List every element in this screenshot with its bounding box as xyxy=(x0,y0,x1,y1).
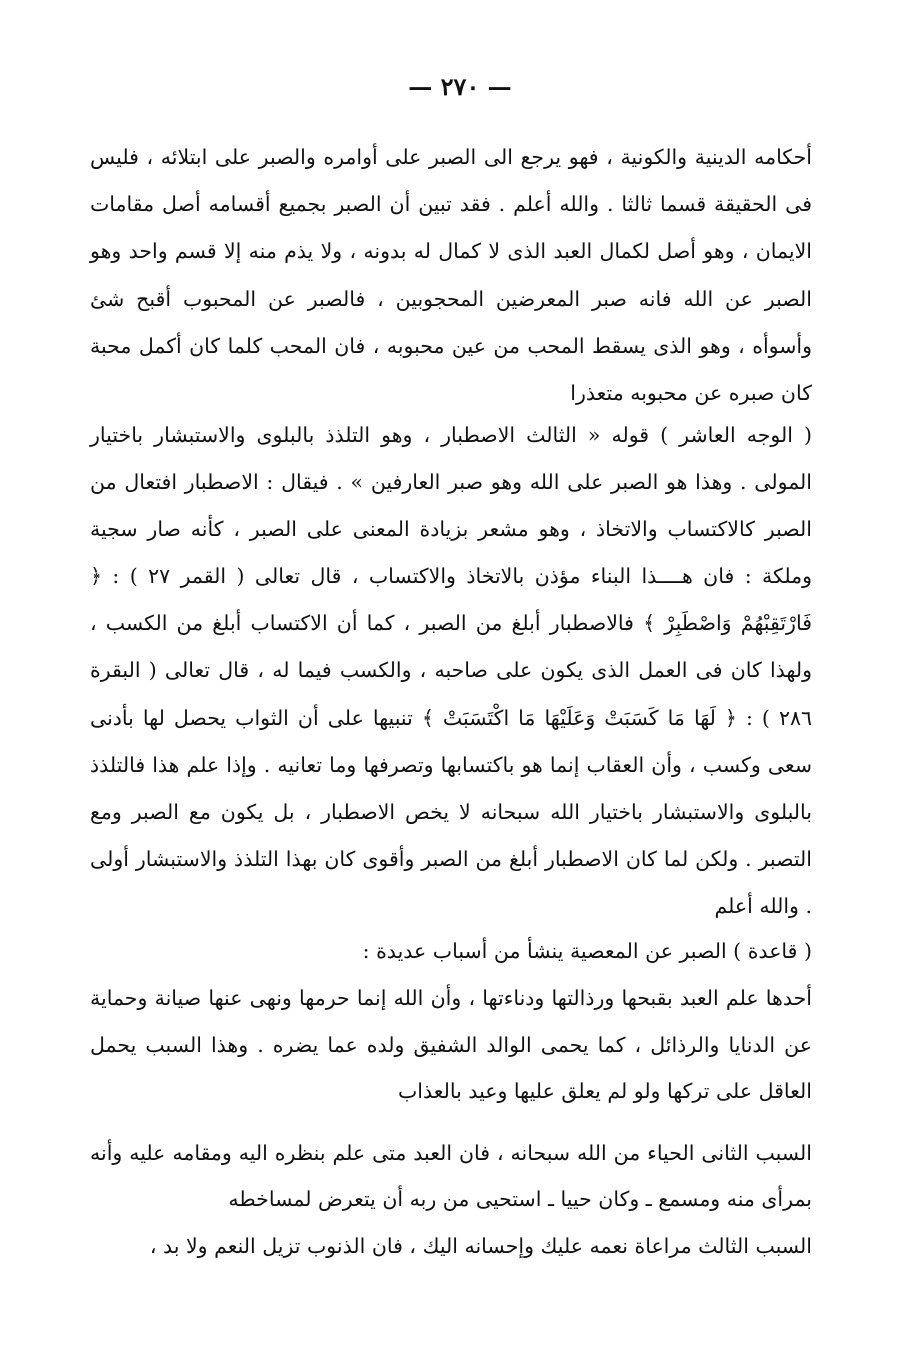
paragraph-conclusion-of-patience-section: أحكامه الدينية والكونية ، فهو يرجع الى الصبر على أوامره والصبر على ابتلائه ، فليس فى الحقيقة قسما ثالثا . والله أعلم . فقد تبين أن الصبر بجميع أقسامه أصل مقامات الايمان ، وهو أصل لكمال العبد الذى لا كمال له بدونه ، ولا يذم منه إلا قسم واحد وهو الصبر عن الله فانه صبر المعرضين المحجوبين ، فالصبر عن المحبوب أقبح شئ وأسوأه ، وهو الذى يسقط المحب من عين محبوبه ، فان المحب كلما كان أكمل محبة كان صبره عن محبوبه متعذرا xyxy=(90,145,812,406)
paragraph-second-reason: السبب الثانى الحياء من الله سبحانه ، فان العبد متى علم بنظره اليه ومقامه عليه وأنه بمرأى منه ومسمع ـ وكان حييا ـ استحيى من ربه أن يتعرض لمساخطه xyxy=(90,1141,812,1211)
page-number: — ٢٧٠ — xyxy=(408,72,512,101)
paragraph-rule-heading: ( قاعدة ) الصبر عن المعصية ينشأ من أسباب عديدة : xyxy=(362,939,812,963)
paragraph-tenth-aspect: ( الوجه العاشر ) قوله « الثالث الاصطبار ، وهو التلذذ بالبلوى والاستبشار باختيار المولى . وهذا هو الصبر على الله وهو صبر العارفين » . فيقال : الاصطبار افتعال من الصبر كالاكتساب والاتخاذ ، وهو مشعر بزيادة المعنى على الصبر ، كأنه صار سجية وملكة : فان هــــذا البناء مؤذن بالاتخاذ والاكتساب ، قال تعالى ( القمر ٢٧ ) : ﴿ فَارْتَقِبْهُمْ وَاصْطَبِرْ ﴾ فالاصطبار أبلغ من الصبر ، كما أن الاكتساب أبلغ من الكسب ، ولهذا كان فى العمل الذى يكون على صاحبه ، والكسب فيما له ، قال تعالى ( البقرة ٢٨٦ ) : ﴿ لَهَا مَا كَسَبَتْ وَعَلَيْهَا مَا اكْتَسَبَتْ ﴾ تنبيها على أن الثواب يحصل لها بأدنى سعى وكسب ، وأن العقاب إنما هو باكتسابها وتصرفها وما تعانيه . وإذا علم هذا فالتلذذ بالبلوى والاستبشار باختيار الله سبحانه لا يخص الاصطبار ، بل يكون مع الصبر ومع التصبر . ولكن لما كان الاصطبار أبلغ من الصبر وأقوى كان بهذا التلذذ والاستبشار أولى . والله أعلم xyxy=(90,423,812,918)
paragraph-first-reason: أحدها علم العبد بقبحها ورذالتها ودناءتها ، وأن الله إنما حرمها ونهى عنها صيانة وحماية عن الدنايا والرذائل ، كما يحمى الوالد الشفيق ولده عما يضره . وهذا السبب يحمل العاقل على تركها ولو لم يعلق عليها وعيد بالعذاب xyxy=(90,986,812,1103)
paragraph-third-reason: السبب الثالث مراعاة نعمه عليك وإحسانه اليك ، فان الذنوب تزيل النعم ولا بد ، xyxy=(149,1234,812,1258)
